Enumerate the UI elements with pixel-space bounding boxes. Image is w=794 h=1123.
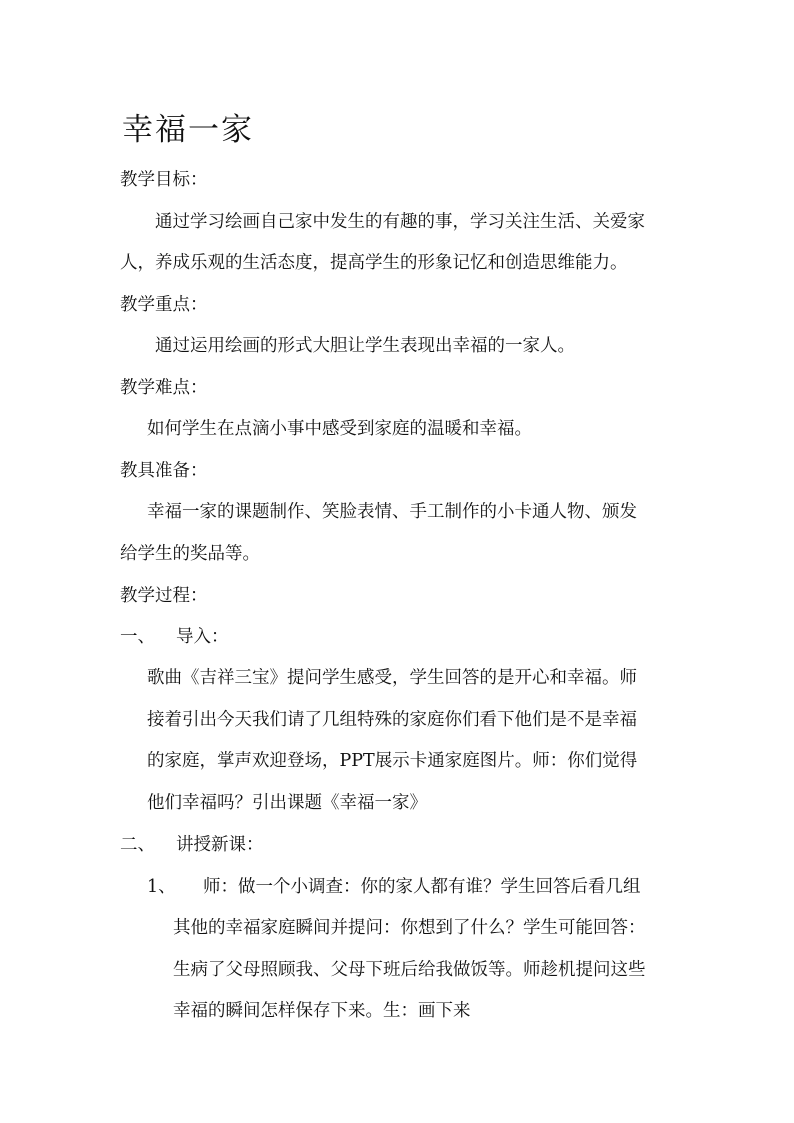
goals-heading: 教学目标：	[120, 170, 208, 190]
item-1-line-1: 师：做一个小调查：你的家人都有谁？学生回答后看几组	[203, 877, 641, 897]
section-2-number: 二、	[120, 835, 155, 855]
section-1-title: 导入：	[176, 627, 229, 647]
difficulties-heading: 教学难点：	[120, 378, 208, 398]
goals-line-2: 人，养成乐观的生活态度，提高学生的形象记忆和创造思维能力。	[120, 253, 628, 273]
materials-heading: 教具准备：	[120, 461, 208, 481]
process-heading: 教学过程：	[120, 586, 208, 606]
section-1-line-4: 他们幸福吗？引出课题《幸福一家》	[147, 793, 427, 813]
section-1-number: 一、	[120, 627, 155, 647]
section-1-line-3: 的家庭，掌声欢迎登场，PPT展示卡通家庭图片。师：你们觉得	[147, 751, 638, 771]
item-1-line-2: 其他的幸福家庭瞬间并提问：你想到了什么？学生可能回答：	[173, 918, 646, 938]
section-2-title: 讲授新课：	[176, 835, 264, 855]
materials-line-2: 给学生的奖品等。	[120, 544, 260, 564]
item-1-line-4: 幸福的瞬间怎样保存下来。生：画下来	[173, 1001, 471, 1021]
goals-line-1: 通过学习绘画自己家中发生的有趣的事，学习关注生活、关爱家	[155, 212, 645, 232]
section-1-line-1: 歌曲《吉祥三宝》提问学生感受，学生回答的是开心和幸福。师	[147, 668, 637, 688]
difficulties-text: 如何学生在点滴小事中感受到家庭的温暖和幸福。	[147, 419, 532, 439]
document-title: 幸福一家	[122, 112, 254, 148]
key-points-text: 通过运用绘画的形式大胆让学生表现出幸福的一家人。	[155, 336, 575, 356]
item-1-line-3: 生病了父母照顾我、父母下班后给我做饭等。师趁机提问这些	[173, 960, 646, 980]
section-1-line-2: 接着引出今天我们请了几组特殊的家庭你们看下他们是不是幸福	[147, 710, 637, 730]
key-points-heading: 教学重点：	[120, 295, 208, 315]
materials-line-1: 幸福一家的课题制作、笑脸表情、手工制作的小卡通人物、颁发	[147, 502, 637, 522]
item-1-number: 1、	[147, 877, 176, 897]
